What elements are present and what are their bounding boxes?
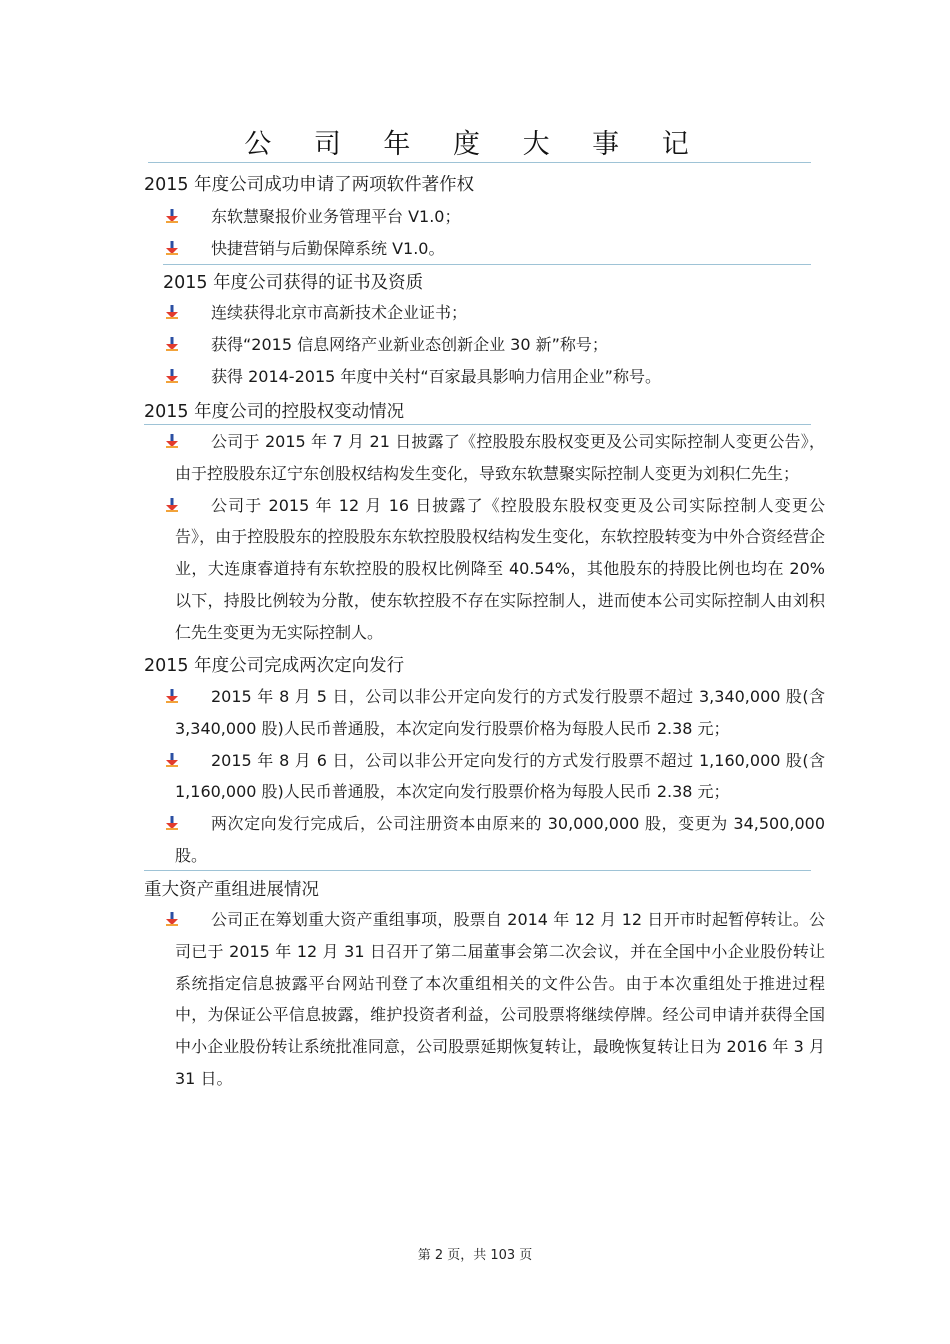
- down-arrow-bullet-icon: [165, 337, 179, 351]
- list-item-text: 获得 2014-2015 年度中关村“百家最具影响力信用企业”称号。: [211, 366, 661, 386]
- list-item: [175, 426, 825, 490]
- list-item-text: 两次定向发行完成后，公司注册资本由原来的 30,000,000 股，变更为 34,500,000 股。: [175, 814, 825, 865]
- list-item: [175, 201, 825, 233]
- down-arrow-bullet-icon: [165, 241, 179, 255]
- down-arrow-bullet-icon: [165, 209, 179, 223]
- down-arrow-bullet-icon: [165, 305, 179, 319]
- title-rule: [148, 162, 811, 163]
- section-list-restructuring: [175, 904, 825, 1095]
- list-item-text: 获得“2015 信息网络产业新业态创新企业 30 新”称号；: [211, 334, 608, 354]
- section-heading-software-copyright: 2015 年度公司成功申请了两项软件著作权: [144, 175, 475, 195]
- section-heading-control-change: 2015 年度公司的控股权变动情况: [144, 402, 405, 422]
- list-item-text: 2015 年 8 月 5 日，公司以非公开定向发行的方式发行股票不超过 3,340,000 股(含 3,340,000 股)人民币普通股，本次定向发行股票价格为每股人民币 2.38 元；: [175, 687, 825, 738]
- list-item-text: 2015 年 8 月 6 日，公司以非公开定向发行的方式发行股票不超过 1,160,000 股(含 1,160,000 股)人民币普通股，本次定向发行股票价格为每股人民币 2.38 元；: [175, 750, 825, 802]
- list-item: [175, 681, 825, 745]
- down-arrow-bullet-icon: [165, 369, 179, 383]
- down-arrow-bullet-icon: [165, 434, 179, 448]
- list-item: [175, 329, 825, 361]
- section-rule: [163, 264, 811, 265]
- list-item: [175, 233, 825, 265]
- list-item-text: 快捷营销与后勤保障系统 V1.0。: [211, 238, 445, 258]
- list-item: [175, 490, 825, 649]
- list-item-text: 公司正在筹划重大资产重组事项，股票自 2014 年 12 月 12 日开市时起暂停转让。公司已于 2015 年 12 月 31 日召开了第二届董事会第二次会议，并在全国中小企业股份转让系统指定信息披露平台网站刊登了本次重组相关的文件公告。由于本次重组处于推进过程中，为保证公平信息披露，维护投资者利益，公司股票将继续停牌。经公司申请并获得全国中小企业股份转让系统批准同意，公司股票延期恢复转让，最晚恢复转让日为 2016 年 3 月 31 日。: [175, 910, 825, 1088]
- list-item-text: 公司于 2015 年 12 月 16 日披露了《控股股东股权变更及公司实际控制人变更公告》，由于控股股东的控股股东东软控股股权结构发生变化，东软控股转变为中外合资经营企业，大连康睿道持有东软控股的股权比例降至 40.54%，其他股东的持股比例也均在 20%以下，持股比例较为分散，使东软控股不存在实际控制人，进而使本公司实际控制人由刘积仁先生变更为无实际控制人。: [175, 495, 825, 642]
- section-list-software-copyright: [175, 201, 825, 265]
- section-list-certificates: [175, 297, 825, 392]
- section-list-control-change: [175, 426, 825, 649]
- section-list-private-placement: [175, 681, 825, 872]
- list-item-text: 连续获得北京市高新技术企业证书；: [211, 303, 468, 322]
- down-arrow-bullet-icon: [165, 816, 179, 830]
- section-heading-certificates: 2015 年度公司获得的证书及资质: [163, 273, 424, 293]
- list-item: [175, 297, 825, 329]
- list-item-text: 东软慧聚报价业务管理平台 V1.0；: [211, 207, 461, 226]
- section-rule: [144, 424, 811, 425]
- list-item-text: 公司于 2015 年 7 月 21 日披露了《控股股东股权变更及公司实际控制人变更公告》，由于控股股东辽宁东创股权结构发生变化，导致东软慧聚实际控制人变更为刘积仁先生；: [175, 432, 825, 483]
- list-item: [175, 904, 825, 1095]
- list-item: [175, 745, 825, 809]
- list-item: [175, 361, 825, 393]
- page-title: 公 司 年 度 大 事 记: [244, 129, 706, 160]
- list-item: [175, 808, 825, 872]
- down-arrow-bullet-icon: [165, 689, 179, 703]
- page-number: 第 2 页，共 103 页: [417, 1248, 533, 1263]
- down-arrow-bullet-icon: [165, 753, 179, 767]
- section-heading-restructuring: 重大资产重组进展情况: [144, 880, 319, 900]
- section-heading-private-placement: 2015 年度公司完成两次定向发行: [144, 656, 405, 676]
- section-rule: [144, 870, 811, 871]
- down-arrow-bullet-icon: [165, 498, 179, 512]
- down-arrow-bullet-icon: [165, 912, 179, 926]
